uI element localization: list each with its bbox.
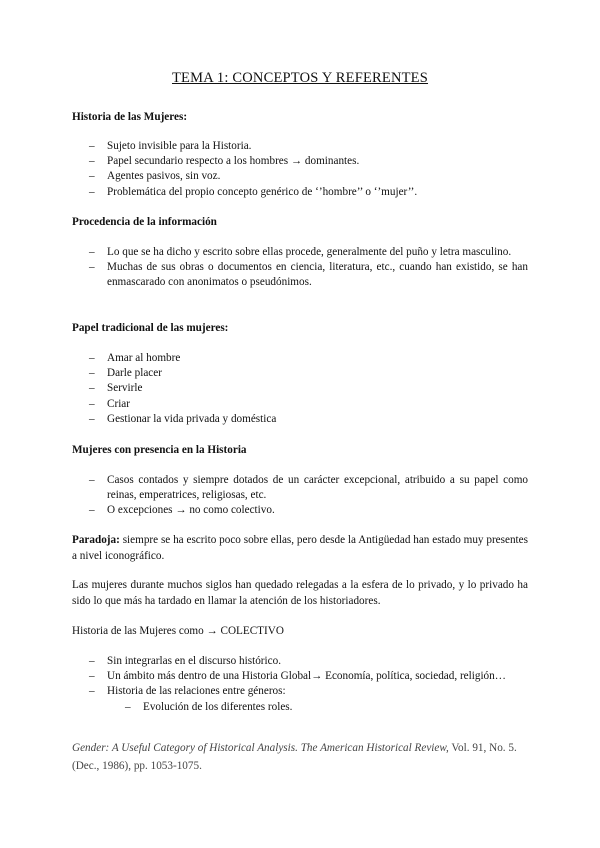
list-papel-tradicional <box>72 351 528 427</box>
heading-mujeres-presencia: Mujeres con presencia en la Historia <box>72 444 247 456</box>
list-item: – Lo que se ha dicho y escrito sobre ellas procede, generalmente del puño y letra masculino. <box>72 245 528 260</box>
heading-historia-mujeres: Historia de las Mujeres: <box>72 111 188 123</box>
list-item: – Darle placer <box>72 366 528 381</box>
list-item <box>72 684 528 714</box>
list-item: – Casos contados y siempre dotados de un carácter excepcional, atribuido a su papel como reinas, emperatrices, religiosas, etc. <box>72 473 528 503</box>
heading-papel-tradicional: Papel tradicional de las mujeres: <box>72 322 229 334</box>
list-mujeres-presencia <box>72 473 528 519</box>
paradoja-label: Paradoja: <box>72 534 120 546</box>
list-item: – O excepciones → no como colectivo. <box>72 503 528 518</box>
list-item: – Gestionar la vida privada y doméstica <box>72 412 528 427</box>
list-procedencia <box>72 245 528 291</box>
heading-procedencia: Procedencia de la información <box>72 216 217 228</box>
colectivo-heading: Historia de las Mujeres como → COLECTIVO <box>72 625 284 637</box>
list-colectivo <box>72 654 528 715</box>
list-item: – Criar <box>72 397 528 412</box>
sublist-roles <box>107 700 528 715</box>
list-historia-mujeres <box>72 139 528 200</box>
sublist-item: – Evolución de los diferentes roles. <box>107 700 528 715</box>
list-item: – Amar al hombre <box>72 351 528 366</box>
reference-details: Vol. 91, No. 5. (Dec., 1986), pp. 1053-1075. <box>72 742 517 772</box>
list-item: – Un ámbito más dentro de una Historia Global→ Economía, política, sociedad, religión… <box>72 669 528 684</box>
paradoja-paragraph <box>72 533 528 564</box>
list-item: – Sin integrarlas en el discurso histórico. <box>72 654 528 669</box>
reference-title: Gender: A Useful Category of Historical Analysis. The American Historical Review, <box>72 742 449 754</box>
list-item: – Agentes pasivos, sin voz. <box>72 169 528 184</box>
list-item: – Problemática del propio concepto genérico de ‘’hombre’’ o ‘’mujer’’. <box>72 185 528 200</box>
bibliographic-reference <box>72 740 528 775</box>
list-item-text: Historia de las relaciones entre géneros: <box>107 685 286 698</box>
privado-paragraph: Las mujeres durante muchos siglos han quedado relegadas a la esfera de lo privado, y lo privado ha sido lo que más ha tardado en llamar la atención de los historiadores. <box>72 579 528 607</box>
list-item: – Papel secundario respecto a los hombres → dominantes. <box>72 154 528 169</box>
list-item: – Servirle <box>72 381 528 396</box>
page-title: TEMA 1: CONCEPTOS Y REFERENTES <box>171 70 429 86</box>
list-item: – Sujeto invisible para la Historia. <box>72 139 528 154</box>
list-item: – Muchas de sus obras o documentos en ciencia, literatura, etc., cuando han existido, se han enmascarado con anonimatos o pseudónimos. <box>72 260 528 290</box>
paradoja-text: siempre se ha escrito poco sobre ellas, pero desde la Antigüedad han estado muy presentes a nivel iconográfico. <box>72 534 528 562</box>
